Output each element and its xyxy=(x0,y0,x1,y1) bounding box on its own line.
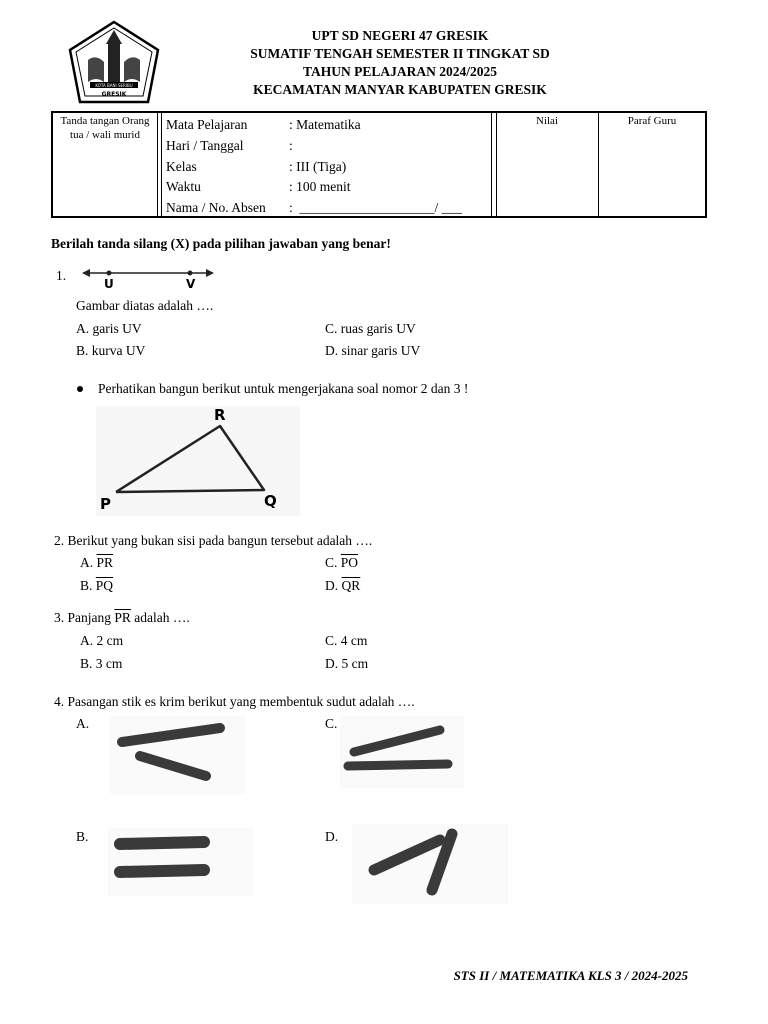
q1-option-a[interactable]: A. garis UV xyxy=(76,321,142,336)
q3-question xyxy=(54,610,190,626)
label-u: U xyxy=(104,277,114,291)
row-value-mapel: : Matematika xyxy=(289,117,361,132)
q2-option-c-segment: $\overline{PO}$ xyxy=(340,555,359,570)
q1-option-c[interactable]: C. ruas garis UV xyxy=(325,321,416,336)
q4-option-a[interactable]: A. xyxy=(76,716,90,731)
triangle-pqr-figure xyxy=(96,402,300,516)
sticks-figure-c xyxy=(340,716,464,788)
q2-option-d[interactable] xyxy=(325,578,360,594)
signature-label: Tanda tangan Orang tua / wali murid xyxy=(60,115,150,141)
sticks-figure-b xyxy=(108,828,254,896)
row-value-hari: : xyxy=(289,138,293,153)
row-value-nama: : ____________________/ ___ xyxy=(289,200,462,215)
district: KECAMATAN MANYAR KABUPATEN GRESIK xyxy=(253,82,547,97)
sticks-figure-a xyxy=(110,716,246,794)
q2-option-b-letter: B. xyxy=(80,578,93,593)
triangle-note: Perhatikan bangun berikut untuk mengerjakana soal nomor 2 dan 3 ! xyxy=(98,381,469,396)
paraf-label: Paraf Guru xyxy=(627,115,677,127)
q2-question: 2. Berikut yang bukan sisi pada bangun tersebut adalah …. xyxy=(54,533,373,548)
divider xyxy=(157,113,162,216)
q2-option-d-letter: D. xyxy=(325,578,339,593)
q3-pre: 3. Panjang xyxy=(54,610,111,625)
instruction: Berilah tanda silang (X) pada pilihan jawaban yang benar! xyxy=(51,236,391,251)
q4-option-c[interactable]: C. xyxy=(325,716,338,731)
nilai-label: Nilai xyxy=(536,115,558,127)
row-label-kelas: Kelas xyxy=(166,159,197,174)
label-r: R xyxy=(214,406,226,424)
q3-option-b[interactable]: B. 3 cm xyxy=(80,656,123,671)
paraf-cell xyxy=(599,113,705,218)
q2-option-a[interactable] xyxy=(80,555,113,571)
q1-number: 1. xyxy=(56,268,67,283)
footer: STS II / MATEMATIKA KLS 3 / 2024-2025 xyxy=(453,968,688,983)
signature-cell xyxy=(53,113,158,218)
q2-option-c[interactable] xyxy=(325,555,358,571)
q1-question: Gambar diatas adalah …. xyxy=(76,298,214,313)
q2-option-a-letter: A. xyxy=(80,555,94,570)
line-uv-figure xyxy=(82,265,216,291)
q4-option-b[interactable]: B. xyxy=(76,829,89,844)
q4-option-d[interactable]: D. xyxy=(325,829,339,844)
q2-option-c-letter: C. xyxy=(325,555,338,570)
row-label-hari: Hari / Tanggal xyxy=(166,138,244,153)
q3-option-c[interactable]: C. 4 cm xyxy=(325,633,368,648)
exam-title: SUMATIF TENGAH SEMESTER II TINGKAT SD xyxy=(250,46,550,61)
academic-year: TAHUN PELAJARAN 2024/2025 xyxy=(302,64,497,79)
sticks-figure-d xyxy=(352,824,508,904)
q1-option-d[interactable]: D. sinar garis UV xyxy=(325,343,421,358)
row-label-nama: Nama / No. Absen xyxy=(166,200,266,215)
nilai-cell xyxy=(496,113,599,218)
row-label-mapel: Mata Pelajaran xyxy=(166,117,248,132)
row-value-waktu: : 100 menit xyxy=(289,179,351,194)
q2-option-b-segment: $\overline{PQ}$ xyxy=(95,578,114,593)
svg-text:GRESIK: GRESIK xyxy=(101,91,127,98)
label-p: P xyxy=(100,495,111,513)
q2-option-d-segment: $\overline{QR}$ xyxy=(341,578,361,593)
label-v: V xyxy=(186,277,196,291)
q1-option-b[interactable]: B. kurva UV xyxy=(76,343,146,358)
q3-post: adalah …. xyxy=(134,610,190,625)
q3-option-a[interactable]: A. 2 cm xyxy=(80,633,124,648)
label-q: Q xyxy=(264,492,277,510)
q2-option-b[interactable] xyxy=(80,578,113,594)
q2-option-a-segment: $\overline{PR}$ xyxy=(96,555,114,570)
q3-segment: $\overline{PR}$ xyxy=(114,610,131,625)
school-name: UPT SD NEGERI 47 GRESIK xyxy=(311,28,489,43)
q4-question: 4. Pasangan stik es krim berikut yang membentuk sudut adalah …. xyxy=(54,694,415,709)
svg-text:KOTA BANI SERIBU: KOTA BANI SERIBU xyxy=(95,83,133,88)
row-value-kelas: : III (Tiga) xyxy=(289,159,347,174)
row-label-waktu: Waktu xyxy=(166,179,201,194)
q3-option-d[interactable]: D. 5 cm xyxy=(325,656,369,671)
bullet-icon xyxy=(77,386,83,392)
